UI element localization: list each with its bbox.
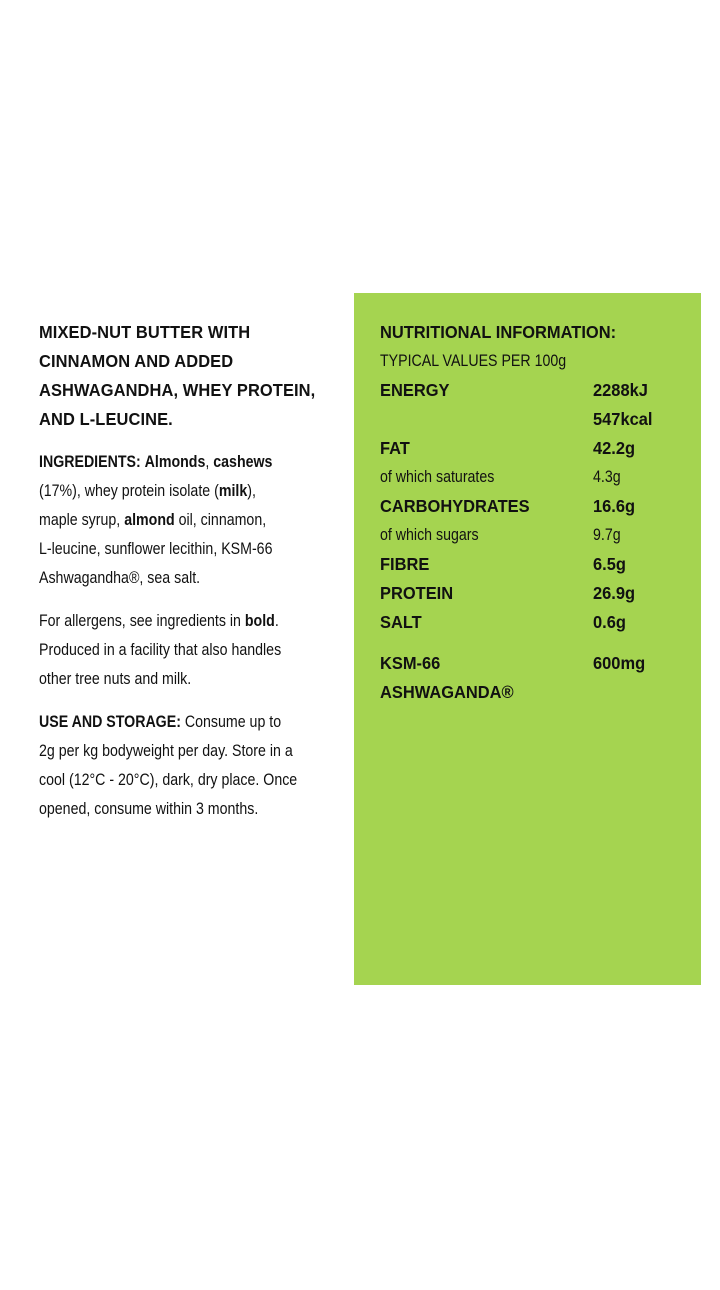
nutrition-row-salt xyxy=(380,608,690,637)
nutrition-row-protein xyxy=(380,579,690,608)
allergens-text: For allergens, see ingredients in xyxy=(39,612,241,630)
ingredients-text: (17%), whey protein isolate ( xyxy=(39,482,219,500)
storage-heading: USE AND STORAGE: xyxy=(39,713,181,731)
nutrition-title: NUTRITIONAL INFORMATION: xyxy=(380,322,617,342)
bold-word: bold xyxy=(244,612,275,630)
ingredients-text: oil, cinnamon, xyxy=(178,511,267,529)
allergen-cashews: cashews xyxy=(213,453,273,471)
nutrition-row-ashwaganda xyxy=(380,678,690,707)
nutrition-label: KSM-66 xyxy=(380,653,441,673)
allergens-text: . xyxy=(274,612,279,630)
ingredients-line xyxy=(39,506,331,535)
nutrition-label: of which sugars xyxy=(380,526,479,544)
nutrition-value: 26.9g xyxy=(593,583,636,603)
nutrition-label: FIBRE xyxy=(380,554,430,574)
nutrition-value: 4.3g xyxy=(593,468,621,486)
nutrition-value: 600mg xyxy=(593,653,646,673)
nutrition-row-sugars xyxy=(380,521,690,550)
storage-line: opened, consume within 3 months. xyxy=(39,800,259,818)
nutrition-row-fibre xyxy=(380,550,690,579)
nutrition-label: ENERGY xyxy=(380,380,450,400)
ingredients-paragraph xyxy=(39,448,331,593)
storage-text: Consume up to xyxy=(184,713,282,731)
allergen-milk: milk xyxy=(218,482,248,500)
ingredients-heading: INGREDIENTS: xyxy=(39,453,141,471)
ingredients-line xyxy=(39,477,331,506)
storage-line: cool (12°C - 20°C), dark, dry place. Once xyxy=(39,771,298,789)
ingredients-line xyxy=(39,448,331,477)
nutrition-subtitle: TYPICAL VALUES PER 100g xyxy=(380,352,567,370)
nutrition-row-saturates xyxy=(380,463,690,492)
nutrition-label: of which saturates xyxy=(380,468,495,486)
nutrition-value: 0.6g xyxy=(593,612,626,632)
allergens-line: Produced in a facility that also handles xyxy=(39,641,282,659)
allergens-line xyxy=(39,607,331,636)
title-line: MIXED-NUT BUTTER WITH xyxy=(39,322,251,342)
nutrition-label: FAT xyxy=(380,438,410,458)
nutrition-label: PROTEIN xyxy=(380,583,454,603)
nutrition-row-fat xyxy=(380,434,690,463)
allergen-almond: almond xyxy=(124,511,175,529)
nutrition-panel xyxy=(354,293,701,985)
nutrition-value: 6.5g xyxy=(593,554,626,574)
nutrition-label: SALT xyxy=(380,612,422,632)
nutrition-row-ksm66 xyxy=(380,649,690,678)
nutrition-label: ASHWAGANDA® xyxy=(380,682,514,702)
nutrition-row-energy-kcal xyxy=(380,405,690,434)
nutrition-table xyxy=(380,318,690,707)
allergens-paragraph xyxy=(39,607,331,694)
title-line: AND L-LEUCINE. xyxy=(39,409,173,429)
title-line: ASHWAGANDHA, WHEY PROTEIN, xyxy=(39,380,316,400)
ingredients-line: L-leucine, sunflower lecithin, KSM-66 xyxy=(39,540,273,558)
storage-paragraph xyxy=(39,708,331,824)
nutrition-value: 547kcal xyxy=(593,409,653,429)
ingredients-line: Ashwagandha®, sea salt. xyxy=(39,569,201,587)
storage-line xyxy=(39,708,331,737)
ingredients-text: maple syrup, xyxy=(39,511,121,529)
allergens-line: other tree nuts and milk. xyxy=(39,670,192,688)
nutrition-row-carbohydrates xyxy=(380,492,690,521)
allergen-almonds: Almonds xyxy=(144,453,206,471)
product-title xyxy=(39,318,321,434)
nutrition-value: 9.7g xyxy=(593,526,621,544)
product-info xyxy=(39,318,339,838)
title-line: CINNAMON AND ADDED xyxy=(39,351,234,371)
nutrition-value: 42.2g xyxy=(593,438,636,458)
ingredients-text: ), xyxy=(247,482,256,500)
storage-line: 2g per kg bodyweight per day. Store in a xyxy=(39,742,293,760)
nutrition-label: CARBOHYDRATES xyxy=(380,496,530,516)
nutrition-value: 2288kJ xyxy=(593,380,648,400)
nutrition-row-energy xyxy=(380,376,690,405)
nutrition-value: 16.6g xyxy=(593,496,636,516)
separator: , xyxy=(205,453,210,471)
